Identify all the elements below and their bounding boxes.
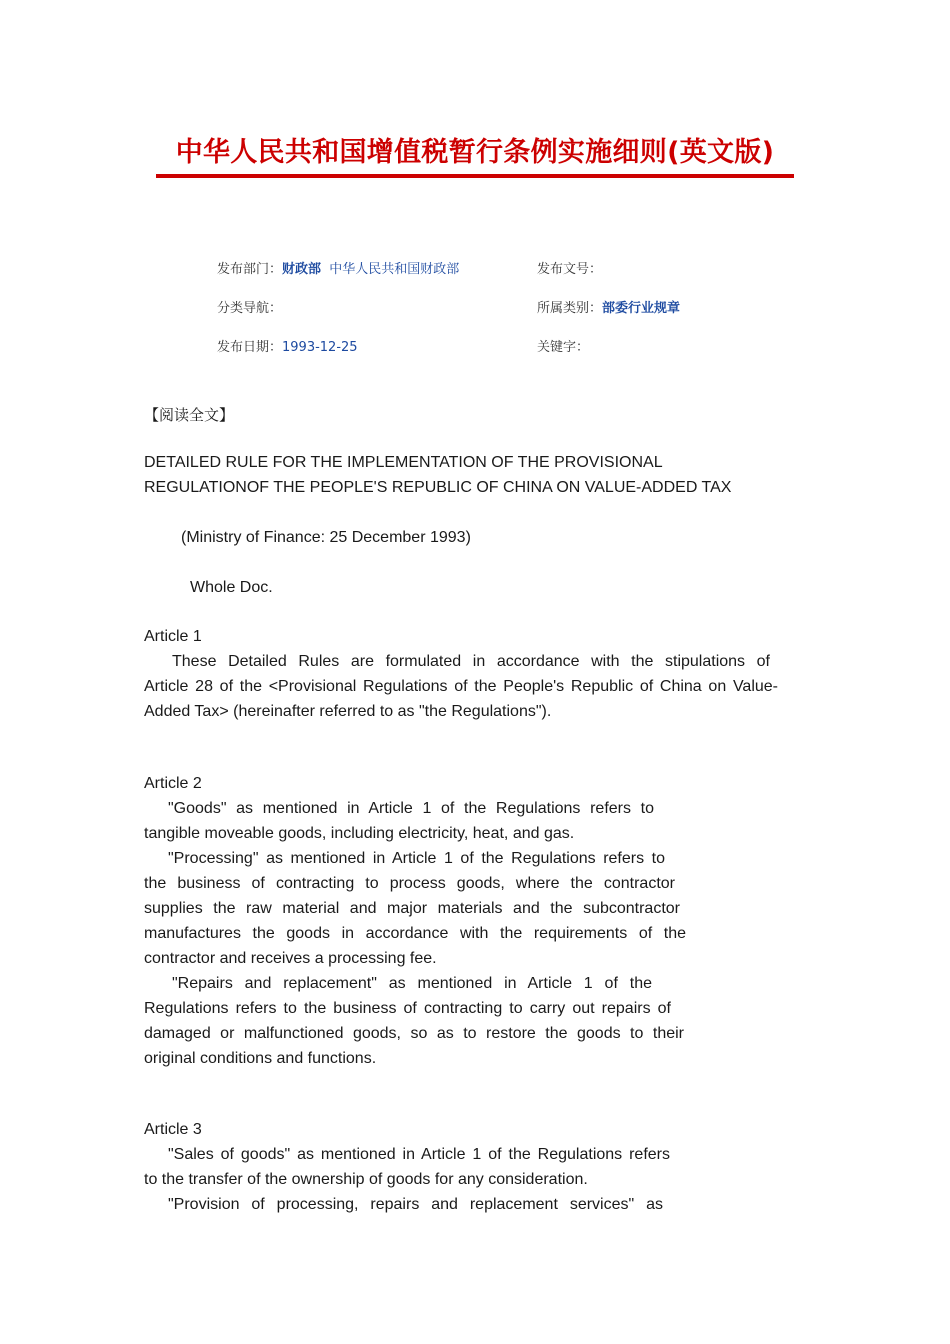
meta-type xyxy=(537,297,680,316)
article-heading: Article 2 xyxy=(144,775,202,792)
article-line: supplies the raw material and major materials and the subcontractor xyxy=(144,900,680,917)
doc-issuer: (Ministry of Finance: 25 December 1993) xyxy=(181,529,471,546)
date-link[interactable]: 1993-12-25 xyxy=(282,340,358,355)
document-title: 中华人民共和国增值税暂行条例实施细则(英文版) xyxy=(175,137,775,168)
type-link[interactable]: 部委行业规章 xyxy=(602,301,681,316)
article-line: contractor and receives a processing fee. xyxy=(144,950,437,967)
article-heading: Article 3 xyxy=(144,1121,202,1138)
article-line: to the transfer of the ownership of goods for any consideration. xyxy=(144,1171,588,1188)
meta-dept xyxy=(217,258,459,277)
doc-heading-line-1: DETAILED RULE FOR THE IMPLEMENTATION OF THE PROVISIONAL xyxy=(144,454,663,471)
dept-link[interactable]: 财政部 xyxy=(282,262,322,277)
article-line: the business of contracting to process goods, where the contractor xyxy=(144,875,675,892)
whole-doc-link[interactable]: Whole Doc. xyxy=(190,579,273,596)
type-label: 所属类别： xyxy=(537,301,603,316)
dept-extra-link[interactable]: 中华人民共和国财政部 xyxy=(329,262,460,277)
article-line: "Sales of goods" as mentioned in Article 1 of the Regulations refers xyxy=(168,1146,670,1163)
category-nav-label: 分类导航： xyxy=(217,301,283,316)
doc-no-label: 发布文号： xyxy=(537,262,603,277)
article-line: Article 28 of the <Provisional Regulations of the People's Republic of China on Value- xyxy=(144,678,778,695)
article-heading: Article 1 xyxy=(144,628,202,645)
article-line: Regulations refers to the business of contracting to carry out repairs of xyxy=(144,1000,671,1017)
meta-doc-no xyxy=(537,258,602,277)
article-line: "Processing" as mentioned in Article 1 of the Regulations refers to xyxy=(168,850,665,867)
meta-date xyxy=(217,336,358,355)
article-line: Added Tax> (hereinafter referred to as "the Regulations"). xyxy=(144,703,552,720)
article-line: manufactures the goods in accordance with the requirements of the xyxy=(144,925,686,942)
article-line: original conditions and functions. xyxy=(144,1050,377,1067)
article-line: "Goods" as mentioned in Article 1 of the Regulations refers to xyxy=(168,800,654,817)
article-line: "Repairs and replacement" as mentioned in Article 1 of the xyxy=(172,975,652,992)
meta-category-nav xyxy=(217,297,282,316)
article-line: These Detailed Rules are formulated in accordance with the stipulations of xyxy=(172,653,770,670)
read-full-link[interactable]: 【阅读全文】 xyxy=(144,406,235,424)
doc-heading-line-2: REGULATIONOF THE PEOPLE'S REPUBLIC OF CHINA ON VALUE-ADDED TAX xyxy=(144,479,732,496)
title-underline xyxy=(156,174,794,178)
article-line: damaged or malfunctioned goods, so as to restore the goods to their xyxy=(144,1025,684,1042)
article-line: tangible moveable goods, including electricity, heat, and gas. xyxy=(144,825,575,842)
date-label: 发布日期： xyxy=(217,340,283,355)
article-line: "Provision of processing, repairs and replacement services" as xyxy=(168,1196,663,1213)
dept-label: 发布部门： xyxy=(217,262,283,277)
meta-keywords xyxy=(537,336,589,355)
keywords-label: 关键字： xyxy=(537,340,590,355)
